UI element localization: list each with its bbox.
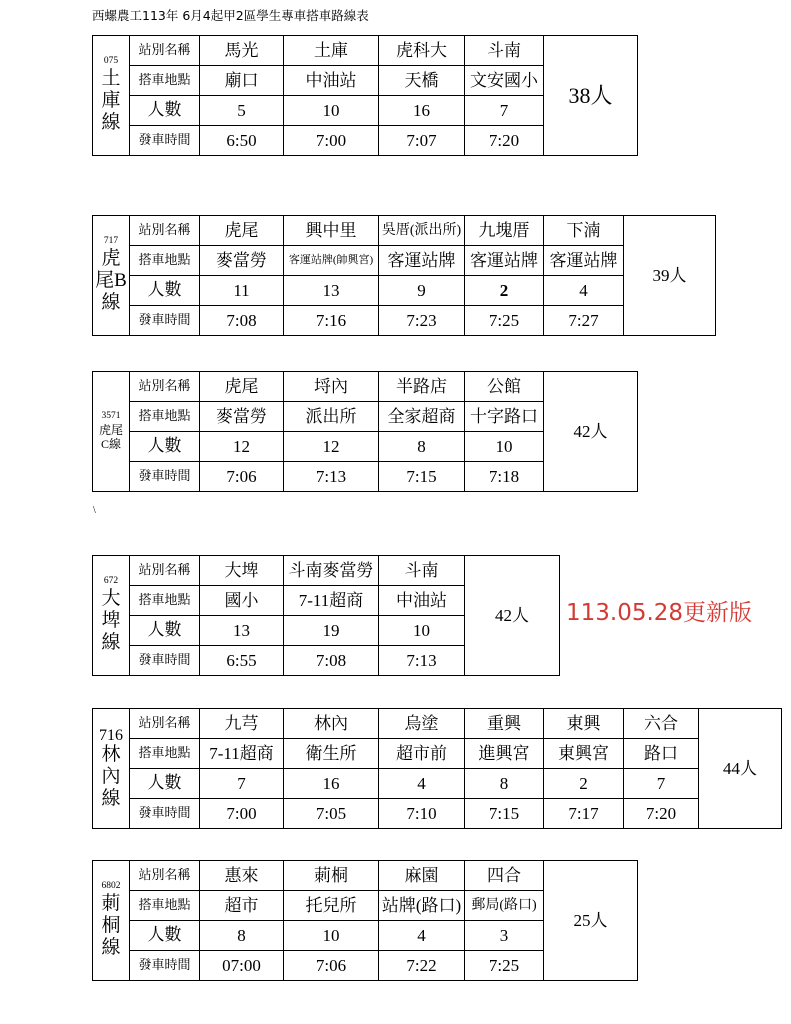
row-label-pickup: 搭車地點 xyxy=(130,246,200,276)
pickup-point: 中油站 xyxy=(284,66,379,96)
people-count: 16 xyxy=(284,769,379,799)
people-count: 3 xyxy=(465,921,544,951)
route-code: 716 xyxy=(99,726,123,744)
pickup-point: 客運站牌 xyxy=(379,246,465,276)
station-name: 下湳 xyxy=(544,216,624,246)
depart-time: 7:15 xyxy=(465,799,544,829)
station-name: 烏塗 xyxy=(379,709,465,739)
pickup-point: 文安國小 xyxy=(465,66,544,96)
people-count: 9 xyxy=(379,276,465,306)
station-name: 興中里 xyxy=(284,216,379,246)
row-label-station: 站別名稱 xyxy=(130,556,200,586)
depart-time: 7:05 xyxy=(284,799,379,829)
station-name: 大埤 xyxy=(200,556,284,586)
depart-time: 7:13 xyxy=(284,462,379,492)
pickup-point: 國小 xyxy=(200,586,284,616)
row-label-pickup: 搭車地點 xyxy=(130,586,200,616)
depart-time: 7:25 xyxy=(465,951,544,981)
station-name: 虎尾 xyxy=(200,216,284,246)
people-count: 2 xyxy=(465,276,544,306)
route-total: 42人 xyxy=(465,556,560,676)
depart-time: 7:00 xyxy=(200,799,284,829)
row-label-people: 人數 xyxy=(130,276,200,306)
depart-time: 7:16 xyxy=(284,306,379,336)
pickup-point: 麥當勞 xyxy=(200,402,284,432)
row-label-station: 站別名稱 xyxy=(130,216,200,246)
station-name: 九塊厝 xyxy=(465,216,544,246)
route-name: 土庫線 xyxy=(101,68,121,134)
depart-time: 6:55 xyxy=(200,646,284,676)
people-count: 11 xyxy=(200,276,284,306)
row-label-pickup: 搭車地點 xyxy=(130,739,200,769)
people-count: 10 xyxy=(284,921,379,951)
depart-time: 7:06 xyxy=(284,951,379,981)
depart-time: 7:20 xyxy=(465,126,544,156)
people-count: 7 xyxy=(465,96,544,126)
depart-time: 7:06 xyxy=(200,462,284,492)
pickup-point: 廟口 xyxy=(200,66,284,96)
pickup-point: 天橋 xyxy=(379,66,465,96)
route-table-tuku xyxy=(92,35,638,156)
pickup-point: 派出所 xyxy=(284,402,379,432)
route-total: 44人 xyxy=(699,709,782,829)
update-note: 113.05.28更新版 xyxy=(566,600,753,626)
route-line-label xyxy=(93,861,130,981)
pickup-point: 郵局(路口) xyxy=(465,891,544,921)
pickup-point: 客運站牌(帥興宮) xyxy=(284,246,379,276)
station-name: 土庫 xyxy=(284,36,379,66)
pickup-point: 路口 xyxy=(624,739,699,769)
people-count: 8 xyxy=(200,921,284,951)
row-label-depart: 發車時間 xyxy=(130,951,200,981)
pickup-point: 東興宮 xyxy=(544,739,624,769)
pickup-point: 進興宮 xyxy=(465,739,544,769)
route-table-huwei-c xyxy=(92,371,638,492)
row-label-people: 人數 xyxy=(130,432,200,462)
pickup-point: 全家超商 xyxy=(379,402,465,432)
depart-time: 7:18 xyxy=(465,462,544,492)
row-label-people: 人數 xyxy=(130,96,200,126)
people-count: 2 xyxy=(544,769,624,799)
pickup-point: 站牌(路口) xyxy=(379,891,465,921)
row-label-station: 站別名稱 xyxy=(130,861,200,891)
route-total: 42人 xyxy=(544,372,638,492)
route-code: 672 xyxy=(103,575,119,586)
people-count: 10 xyxy=(465,432,544,462)
station-name: 公館 xyxy=(465,372,544,402)
depart-time: 7:25 xyxy=(465,306,544,336)
route-table-linnei xyxy=(92,708,782,829)
route-line-label xyxy=(93,372,130,492)
people-count: 12 xyxy=(284,432,379,462)
route-table-citong xyxy=(92,860,638,981)
page-title: 西螺農工113年 6月4起甲2區學生專車搭車路線表 xyxy=(92,8,369,23)
depart-time: 6:50 xyxy=(200,126,284,156)
station-name: 斗南 xyxy=(465,36,544,66)
pickup-point: 托兒所 xyxy=(284,891,379,921)
route-total: 25人 xyxy=(544,861,638,981)
people-count: 13 xyxy=(284,276,379,306)
row-label-station: 站別名稱 xyxy=(130,709,200,739)
depart-time: 7:17 xyxy=(544,799,624,829)
route-code: 717 xyxy=(103,235,119,246)
people-count: 16 xyxy=(379,96,465,126)
route-line-label xyxy=(93,36,130,156)
station-name: 莿桐 xyxy=(284,861,379,891)
route-name: 大埤線 xyxy=(101,588,121,654)
depart-time: 7:22 xyxy=(379,951,465,981)
station-name: 九芎 xyxy=(200,709,284,739)
people-count: 7 xyxy=(624,769,699,799)
station-name: 半路店 xyxy=(379,372,465,402)
route-code: 3571 xyxy=(101,410,121,421)
station-name: 四合 xyxy=(465,861,544,891)
depart-time: 7:20 xyxy=(624,799,699,829)
depart-time: 7:23 xyxy=(379,306,465,336)
pickup-point: 麥當勞 xyxy=(200,246,284,276)
pickup-point: 中油站 xyxy=(379,586,465,616)
station-name: 埒內 xyxy=(284,372,379,402)
station-name: 虎科大 xyxy=(379,36,465,66)
route-name: 林內線 xyxy=(101,743,121,809)
station-name: 惠來 xyxy=(200,861,284,891)
station-name: 吳厝(派出所) xyxy=(379,216,465,246)
route-table-huwei-b xyxy=(92,215,716,336)
row-label-depart: 發車時間 xyxy=(130,462,200,492)
route-total: 39人 xyxy=(624,216,716,336)
people-count: 8 xyxy=(379,432,465,462)
route-name: 虎尾B線 xyxy=(95,248,127,314)
people-count: 7 xyxy=(200,769,284,799)
depart-time: 7:15 xyxy=(379,462,465,492)
depart-time: 7:00 xyxy=(284,126,379,156)
pickup-point: 衛生所 xyxy=(284,739,379,769)
route-line-label xyxy=(93,556,130,676)
station-name: 東興 xyxy=(544,709,624,739)
pickup-point: 7-11超商 xyxy=(284,586,379,616)
depart-time: 7:08 xyxy=(200,306,284,336)
pickup-point: 超市 xyxy=(200,891,284,921)
route-name: 莿桐線 xyxy=(101,893,121,959)
depart-time: 7:08 xyxy=(284,646,379,676)
people-count: 10 xyxy=(284,96,379,126)
row-label-station: 站別名稱 xyxy=(130,372,200,402)
station-name: 林內 xyxy=(284,709,379,739)
pickup-point: 客運站牌 xyxy=(544,246,624,276)
people-count: 4 xyxy=(379,769,465,799)
row-label-depart: 發車時間 xyxy=(130,306,200,336)
route-line-label xyxy=(93,216,130,336)
depart-time: 7:07 xyxy=(379,126,465,156)
route-code: 075 xyxy=(103,55,119,66)
route-name: 虎尾C線 xyxy=(98,423,123,452)
row-label-depart: 發車時間 xyxy=(130,799,200,829)
row-label-pickup: 搭車地點 xyxy=(130,891,200,921)
row-label-people: 人數 xyxy=(130,616,200,646)
route-line-label xyxy=(93,709,130,829)
pickup-point: 超市前 xyxy=(379,739,465,769)
depart-time: 7:10 xyxy=(379,799,465,829)
station-name: 六合 xyxy=(624,709,699,739)
depart-time: 7:27 xyxy=(544,306,624,336)
station-name: 馬光 xyxy=(200,36,284,66)
stray-mark: \ xyxy=(93,505,96,516)
row-label-people: 人數 xyxy=(130,921,200,951)
station-name: 虎尾 xyxy=(200,372,284,402)
people-count: 8 xyxy=(465,769,544,799)
row-label-depart: 發車時間 xyxy=(130,646,200,676)
depart-time: 7:13 xyxy=(379,646,465,676)
row-label-station: 站別名稱 xyxy=(130,36,200,66)
pickup-point: 客運站牌 xyxy=(465,246,544,276)
route-table-dapi xyxy=(92,555,560,676)
people-count: 4 xyxy=(544,276,624,306)
pickup-point: 7-11超商 xyxy=(200,739,284,769)
row-label-pickup: 搭車地點 xyxy=(130,66,200,96)
people-count: 10 xyxy=(379,616,465,646)
route-total: 38人 xyxy=(544,36,638,156)
pickup-point: 十字路口 xyxy=(465,402,544,432)
depart-time: 07:00 xyxy=(200,951,284,981)
station-name: 斗南麥當勞 xyxy=(284,556,379,586)
people-count: 19 xyxy=(284,616,379,646)
station-name: 斗南 xyxy=(379,556,465,586)
row-label-depart: 發車時間 xyxy=(130,126,200,156)
row-label-pickup: 搭車地點 xyxy=(130,402,200,432)
station-name: 重興 xyxy=(465,709,544,739)
station-name: 麻園 xyxy=(379,861,465,891)
route-code: 6802 xyxy=(101,880,121,891)
people-count: 4 xyxy=(379,921,465,951)
people-count: 12 xyxy=(200,432,284,462)
people-count: 13 xyxy=(200,616,284,646)
row-label-people: 人數 xyxy=(130,769,200,799)
people-count: 5 xyxy=(200,96,284,126)
